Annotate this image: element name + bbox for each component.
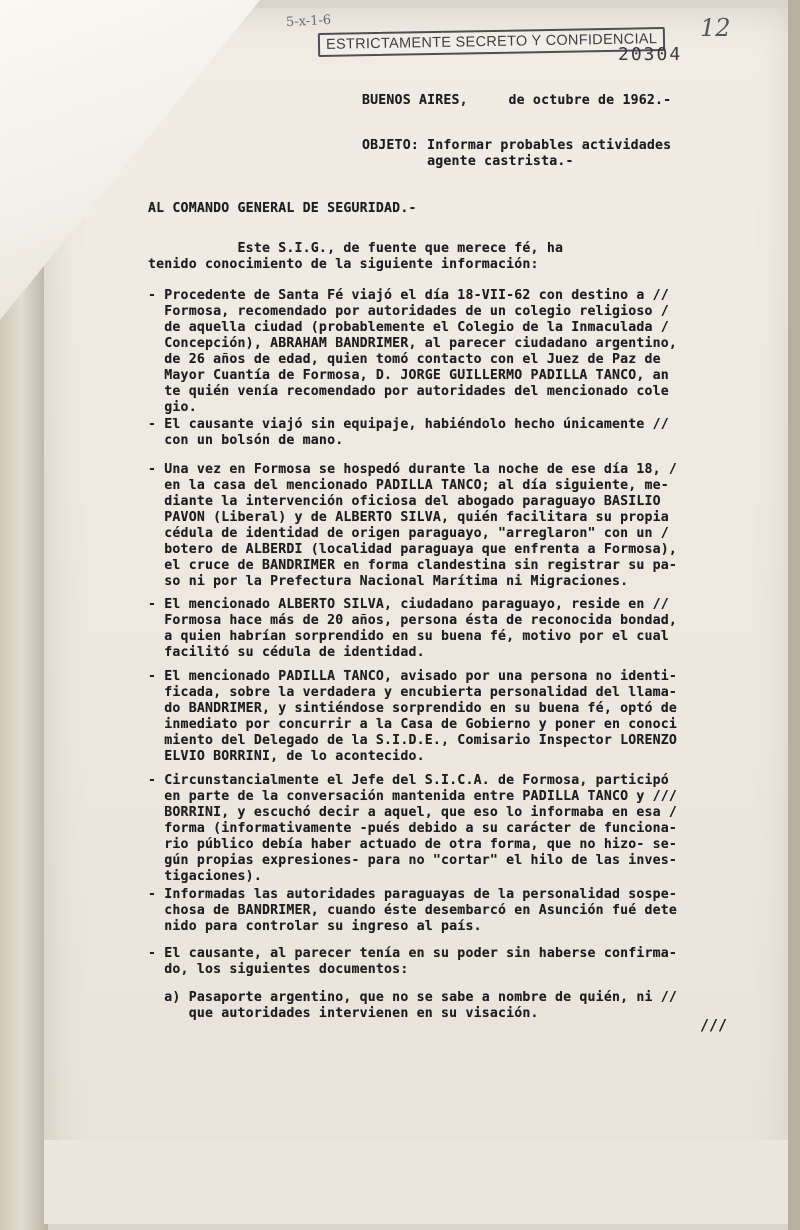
item-a: a) Pasaporte argentino, que no se sabe a nombre de quién, ni // que autoridades intervienen en su visación. <box>164 990 678 1021</box>
paragraph-6: - Circunstancialmente el Jefe del S.I.C.A. de Formosa, participó en parte de la conversación mantenida entre PADILLA TANCO y /// BORRINI, y escuchó decir a aquel, que eso lo informaba en esa / forma (informativamente -pués debido a su carácter de funciona- rio público debía haber actuado de otra forma, que no hizo- se- gún propias expresiones- para no "cortar" el hilo de las inves- tigaciones). <box>148 773 678 884</box>
page-number: 12 <box>700 14 731 42</box>
paragraph-7: - Informadas las autoridades paraguayas de la personalidad sospe- chosa de BANDRIMER, cuando éste desembarcó en Asunción fué dete nido para controlar su ingreso al país. <box>148 887 678 934</box>
document-number: 20304 <box>618 44 683 65</box>
paragraph-3: - Una vez en Formosa se hospedó durante la noche de ese día 18, / en la casa del mencionado PADILLA TANCO; al día siguiente, me- diante la intervención oficiosa del abogado paraguayo BASILIO PAVON (Liberal) y de ALBERTO SILVA, quién facilitara su propia cédula de identidad de origen paraguayo, "arreglaron" con un / botero de ALBERDI (localidad paraguaya que enfrenta a Formosa), el cruce de BANDRIMER en forma clandestina sin registrar su pa- so ni por la Prefectura Nacional Marítima ni Migraciones. <box>148 462 678 589</box>
objeto-line-2: agente castrista.- <box>362 154 574 169</box>
paragraph-1: - Procedente de Santa Fé viajó el día 18-VII-62 con destino a // Formosa, recomendado por autoridades de un colegio religioso / de aquella ciudad (probablemente el Colegio de la Inmaculada / Concepción), ABRAHAM BANDRIMER, al parecer ciudadano argentino, de 26 años de edad, quien tomó contacto con el Juez de Paz de Mayor Cuantía de Formosa, D. JORGE GUILLERMO PADILLA TANCO, an te quién venía recomendado por autoridades del mencionado cole gio. <box>148 288 678 415</box>
intro-line-1: Este S.I.G., de fuente que merece fé, ha <box>148 241 564 256</box>
handwritten-note: 5-x-1-6 <box>285 12 332 31</box>
paragraph-4: - El mencionado ALBERTO SILVA, ciudadano paraguayo, reside en // Formosa hace más de 20 años, persona ésta de reconocida bondad, a quien habrían sorprendido en su buena fé, motivo por el cual facilitó su cédula de identidad. <box>148 597 678 660</box>
intro-line-2: tenido conocimiento de la siguiente información: <box>148 257 539 272</box>
paragraph-5: - El mencionado PADILLA TANCO, avisado por una persona no identi- ficada, sobre la verdadera y encubierta personalidad del llama- do BANDRIMER, y sintiéndose sorprendido en su buena fé, optó de inmediato por concurrir a la Casa de Gobierno y poner en conoci miento del Delegado de la S.I.D.E., Comisario Inspector LORENZO ELVIO BORRINI, de lo acontecido. <box>148 669 678 764</box>
paragraph-2: - El causante viajó sin equipaje, habiéndolo hecho únicamente // con un bolsón de mano. <box>148 417 669 448</box>
page-right-edge <box>788 0 800 1230</box>
page-bottom-margin <box>44 1140 796 1224</box>
end-mark: /// <box>700 1016 728 1034</box>
place-date: BUENOS AIRES, de octubre de 1962.- <box>362 93 672 108</box>
classification-stamp: ESTRICTAMENTE SECRETO Y CONFIDENCIAL <box>318 27 666 57</box>
paragraph-8: - El causante, al parecer tenía en su poder sin haberse confirma- do, los siguientes documentos: <box>148 946 678 977</box>
recipient: AL COMANDO GENERAL DE SEGURIDAD.- <box>148 201 417 216</box>
objeto-line-1: OBJETO: Informar probables actividades <box>362 138 672 153</box>
